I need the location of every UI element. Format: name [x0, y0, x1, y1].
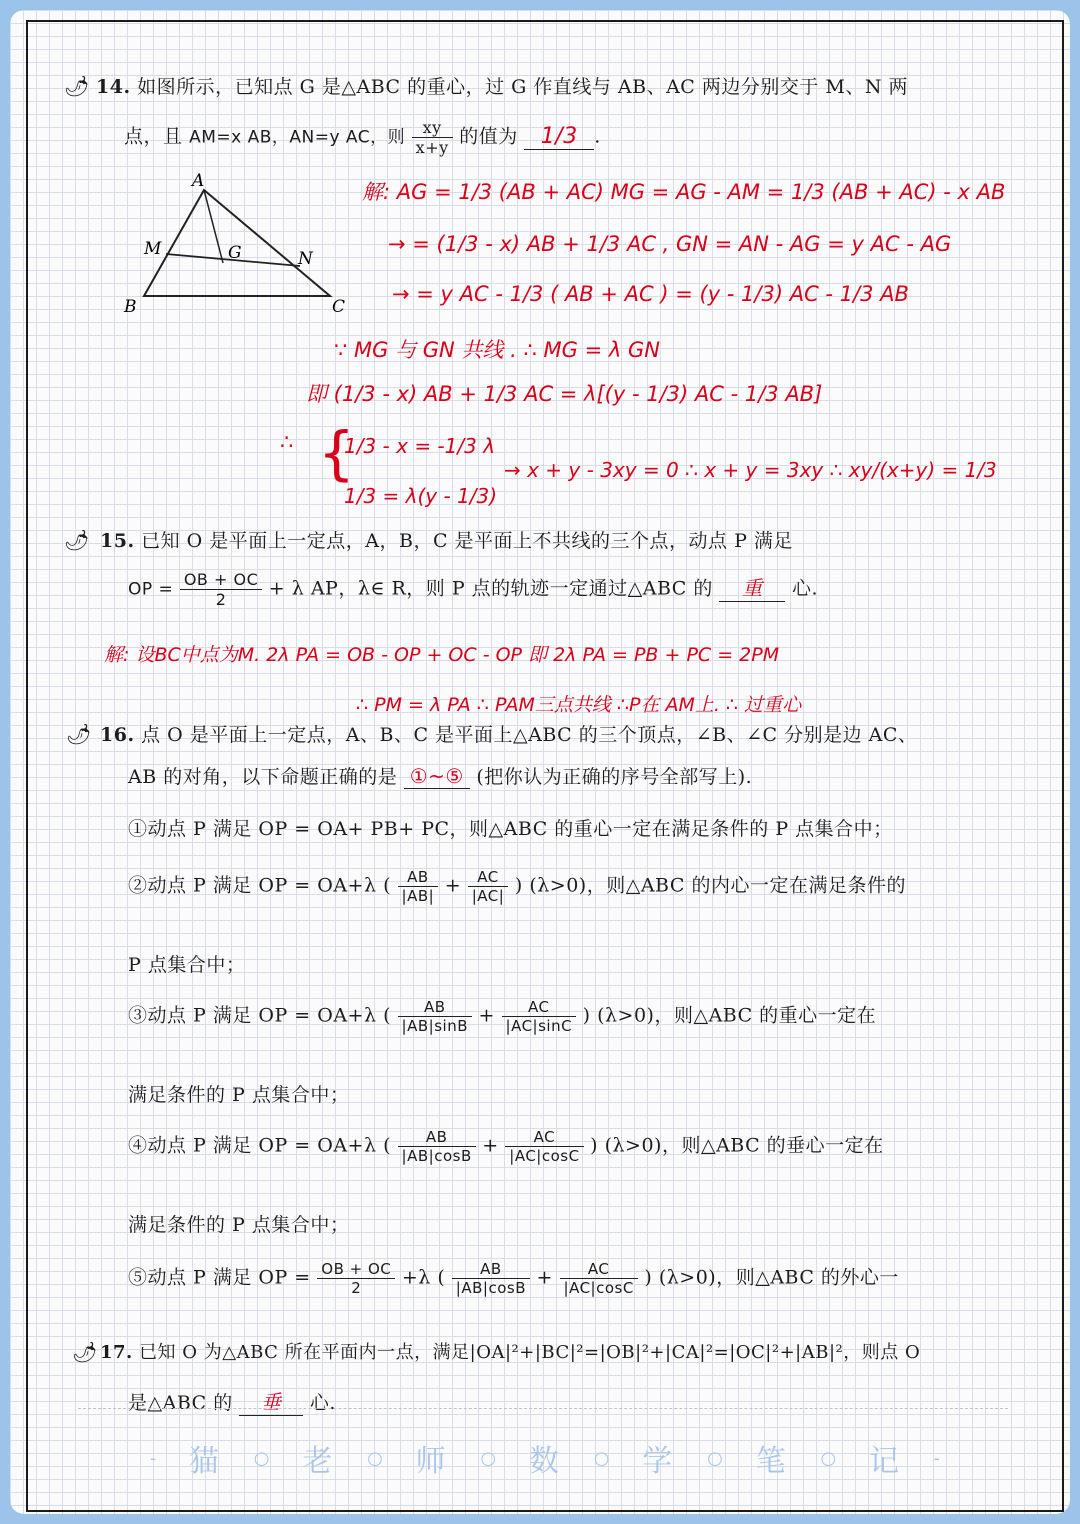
watermark-char: 笔: [755, 1444, 788, 1479]
q15-line1: [100, 526, 793, 553]
q15-tail: 心.: [791, 577, 819, 600]
q16-item5-b: (λ>0)，则△ABC 的外心一: [658, 1266, 899, 1289]
q14-solution-line4: ∵ MG 与 GN 共线 . ∴ MG = λ GN: [334, 338, 660, 362]
q16-line1: [100, 720, 917, 747]
q16-item3: ③动点 P 满足 OP = OA+λ ( $\frac{AB}{|AB|\sin B}$ + $\frac{AC}{|AC|\sin C}$ ) (λ>0)，则△ABC 的重心一定在: [128, 998, 877, 1035]
q17-answer: 垂: [261, 1390, 282, 1414]
q17-line2: [128, 1386, 336, 1416]
q16-item2-frac2: [468, 868, 509, 905]
q16-item5-frac1: [452, 1260, 530, 1297]
frac-num: AB: [398, 868, 439, 887]
watermark-char: 数: [528, 1444, 561, 1479]
q16-item5-a: ⑤动点 P 满足 OP =: [128, 1266, 311, 1289]
frac-den: |AB|sinB: [401, 1017, 468, 1035]
q14-text-c: 的值为: [459, 125, 518, 148]
label-g: G: [228, 243, 242, 263]
q16-item4-b: (λ>0)，则△ABC 的垂心一定在: [604, 1134, 884, 1157]
frac-num: AB: [398, 998, 472, 1017]
q14-solution-line3: → = y AC - 1/3 ( AB + AC ) = (y - 1/3) AC - 1/3 AB: [392, 282, 909, 306]
watermark-char: 猫: [188, 1444, 221, 1479]
label-m: M: [144, 239, 162, 259]
triangle-diagram: [118, 168, 358, 318]
frac-den: |AB|cosB: [455, 1279, 526, 1297]
q14-solution-final: → x + y - 3xy = 0 ∴ x + y = 3xy ∴ xy/(x+y) = 1/3: [504, 458, 997, 482]
label-a: A: [192, 171, 205, 191]
q17-text: 已知 O 为△ABC 所在平面内一点，满足|OA|²+|BC|²=|OB|²+|CA|²=|OC|²+|AB|²，则点 O: [139, 1342, 921, 1363]
q16-text-a: AB 的对角，以下命题正确的是: [128, 766, 398, 788]
q16-item4-c: 满足条件的 P 点集合中；: [128, 1214, 350, 1236]
q16-item5-frac0: [317, 1260, 395, 1297]
frac-den: |AC|cosC: [509, 1147, 580, 1165]
q15-frac-num: OB + OC: [180, 570, 262, 590]
watermark-char: 学: [642, 1444, 675, 1479]
frac-num: AC: [468, 868, 509, 887]
q16-item1: ①动点 P 满足 OP = OA+ PB+ PC，则△ABC 的重心一定在满足条件的 P 点集合中；: [128, 818, 893, 840]
watermark-dot: ○: [820, 1447, 837, 1469]
q16-answer-blank: [404, 764, 470, 789]
watermark-dot: ○: [707, 1447, 723, 1469]
q16-item2-c: P 点集合中；: [128, 954, 246, 976]
frac-den: |AB|: [401, 887, 435, 905]
q14-solution-line5: 即 (1/3 - x) AB + 1/3 AC = λ[(y - 1/3) AC - 1/3 AB]: [306, 382, 823, 406]
median-line: [204, 190, 223, 263]
q14-line1: [96, 72, 908, 99]
watermark-char: 记: [868, 1444, 901, 1479]
q14-text: 如图所示，已知点 G 是△ABC 的重心，过 G 作直线与 AB、AC 两边分别交于 M、N 两: [137, 76, 909, 98]
watermark-dot: ○: [593, 1447, 610, 1469]
frac-num: AC: [502, 998, 577, 1017]
q16-item5-frac2: [560, 1260, 638, 1297]
q16-text-b: (把你认为正确的序号全部写上).: [476, 766, 753, 788]
q14-frac-num: xy: [412, 118, 453, 138]
q14-line2: 点，且 AM=x AB，AN=y AC，则 $\frac{xy}{x+y}$ 的值为 1/3 .: [124, 118, 601, 157]
frac-den: |AC|sinC: [505, 1017, 573, 1035]
q16-item4-a: ④动点 P 满足 OP = OA+λ: [128, 1134, 377, 1157]
watermark-dash: -: [150, 1447, 157, 1469]
q16-item3-b: (λ>0)，则△ABC 的重心一定在: [597, 1004, 877, 1027]
q17-line1: [100, 1338, 920, 1364]
q16-item4-frac2: [505, 1128, 583, 1165]
q16-item5-plus: +λ: [401, 1266, 431, 1289]
q15-rest: + λ AP，λ∈ R，则 P 点的轨迹一定通过△ABC 的: [268, 577, 713, 600]
watermark-dash: -: [933, 1447, 940, 1469]
q14-solution-line2: → = (1/3 - x) AB + 1/3 AC , GN = AN - AG = y AC - AG: [388, 232, 952, 256]
q15-text: 已知 O 是平面上一定点，A，B，C 是平面上不共线的三个点，动点 P 满足: [141, 530, 793, 552]
q14-number: 14.: [96, 76, 131, 98]
watermark-dot: ○: [480, 1447, 497, 1469]
q16-number: 16.: [100, 724, 135, 746]
q17-number: 17.: [100, 1342, 133, 1363]
q14-system-eq1: 1/3 - x = -1/3 λ: [344, 434, 496, 458]
frac-num: AB: [398, 1128, 476, 1147]
watermark-dot: ○: [253, 1447, 270, 1469]
q17-text-b: 是△ABC 的: [128, 1392, 233, 1414]
q16-item2: ②动点 P 满足 OP = OA+λ ( $\frac{AB}{|AB|}$ + $\frac{AC}{|AC|}$ ) (λ>0)，则△ABC 的内心一定在满足条件的: [128, 868, 906, 905]
q16-item2-a: ②动点 P 满足 OP = OA+λ: [128, 874, 377, 897]
label-c: C: [332, 297, 346, 317]
q14-answer: 1/3: [540, 123, 578, 149]
q14-answer-blank: [524, 124, 594, 150]
q14-text-b: AM=x AB，AN=y AC，则: [189, 127, 406, 148]
watermark-char: 老: [302, 1444, 335, 1479]
q15-fraction: [180, 570, 262, 609]
frac-num: AC: [560, 1260, 638, 1279]
q16-text: 点 O 是平面上一定点，A、B、C 是平面上△ABC 的三个顶点，∠B、∠C 分别是边 AC、: [141, 724, 918, 746]
q17-tail: 心.: [309, 1392, 336, 1414]
q14-frac-den: x+y: [415, 138, 449, 157]
q15-op: OP =: [128, 579, 174, 600]
frac-den: 2: [351, 1279, 362, 1297]
label-b: B: [124, 297, 137, 317]
watermark-dot: ○: [367, 1447, 383, 1469]
q16-line2: [128, 762, 752, 789]
q16-item4: ④动点 P 满足 OP = OA+λ ( $\frac{AB}{|AB|\cos B}$ + $\frac{AC}{|AC|\cos C}$ ) (λ>0)，则△ABC 的垂心一定在: [128, 1128, 884, 1165]
chili-pepper-icon: 🌶: [64, 74, 90, 98]
q16-item3-c: 满足条件的 P 点集合中；: [128, 1084, 350, 1106]
q15-line2: [128, 570, 818, 609]
q14-system-eq2: 1/3 = λ(y - 1/3): [344, 484, 498, 508]
q15-solution-line1: 解: 设BC中点为M. 2λ PA = OB - OP + OC - OP 即 2λ PA = PB + PC = 2PM: [104, 644, 780, 666]
watermark-char: 师: [415, 1444, 448, 1479]
q15-answer: 重: [742, 575, 763, 600]
chili-pepper-icon: 🌶: [66, 722, 92, 746]
label-n: N: [298, 249, 313, 269]
chili-pepper-icon: 🌶: [64, 528, 90, 552]
frac-num: AC: [505, 1128, 583, 1147]
frac-num: AB: [452, 1260, 530, 1279]
footer-divider: [78, 1408, 1008, 1409]
q15-frac-den: 2: [215, 590, 227, 609]
q16-item2-frac1: [398, 868, 439, 905]
frac-den: |AB|cosB: [401, 1147, 472, 1165]
q14-fraction: [412, 118, 453, 157]
frac-den: |AC|: [471, 887, 505, 905]
frac-den: |AC|cosC: [563, 1279, 634, 1297]
q14-text-a: 点，且: [124, 125, 183, 148]
q16-item3-a: ③动点 P 满足 OP = OA+λ: [128, 1004, 377, 1027]
q15-answer-blank: [719, 572, 785, 602]
q16-item3-frac1: [398, 998, 472, 1035]
frac-num: OB + OC: [317, 1260, 395, 1279]
q15-solution-line2: ∴ PM = λ PA ∴ PAM三点共线 ∴P在 AM上. ∴ 过重心: [356, 694, 802, 716]
chili-pepper-icon: 🌶: [72, 1340, 98, 1364]
q16-answer: ①~⑤: [409, 764, 464, 788]
q17-answer-blank: [239, 1386, 303, 1416]
q14-solution-therefore: ∴: [280, 430, 294, 454]
q14-system-brace: {: [318, 419, 355, 487]
q16-item5: ⑤动点 P 满足 OP = $\frac{OB + OC}{2}$ +λ ( $\frac{AB}{|AB|\cos B}$ + $\frac{AC}{|AC|\cos C}$ ) (λ>0)，则△ABC 的外心一: [128, 1260, 899, 1297]
q16-item3-frac2: [502, 998, 577, 1035]
q14-solution-line1: 解: AG = 1/3 (AB + AC) MG = AG - AM = 1/3 (AB + AC) - x AB: [362, 180, 1006, 204]
watermark: [150, 1436, 940, 1480]
q16-item2-b: (λ>0)，则△ABC 的内心一定在满足条件的: [529, 874, 906, 897]
q15-number: 15.: [100, 530, 135, 552]
q16-item4-frac1: [398, 1128, 476, 1165]
